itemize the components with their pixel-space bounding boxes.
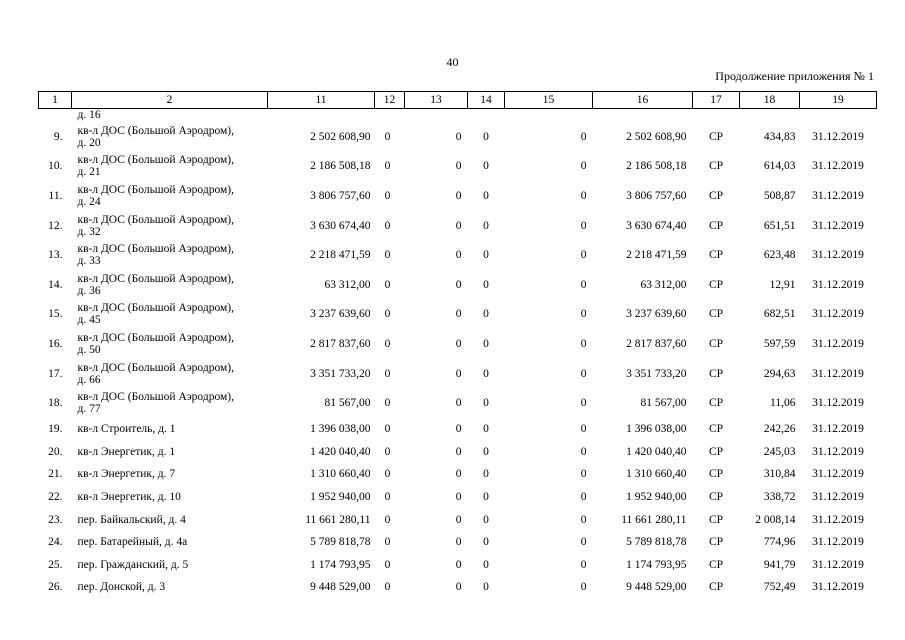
col-16-cell: 1 174 793,95 — [626, 558, 687, 571]
address-line-1: кв-л ДОС (Большой Аэродром), — [77, 302, 234, 315]
table-row — [39, 418, 877, 441]
col-16-cell: 3 351 733,20 — [626, 367, 687, 380]
address-cell — [72, 441, 268, 464]
col-11-cell: 3 806 757,60 — [310, 189, 371, 202]
col-18-cell: 752,49 — [763, 581, 796, 594]
col-13-cell: 0 — [455, 219, 462, 232]
col-17-cell: СР — [708, 308, 724, 321]
col-11-cell: 3 630 674,40 — [310, 219, 371, 232]
col-13-cell: 0 — [455, 445, 462, 458]
col-17-cell: СР — [708, 249, 724, 262]
col-15-cell: 0 — [580, 491, 587, 504]
col-19-cell: 31.12.2019 — [812, 536, 864, 549]
table-row — [39, 486, 877, 509]
col-15-cell: 0 — [580, 160, 587, 173]
col-16-cell: 1 396 038,00 — [626, 423, 687, 436]
address-line-1: кв-л ДОС (Большой Аэродром), — [77, 361, 234, 374]
row-number: 10. — [48, 160, 63, 173]
col-16-cell: 63 312,00 — [640, 278, 687, 291]
table-row — [39, 554, 877, 577]
address-line-1: кв-л ДОС (Большой Аэродром), — [77, 243, 234, 256]
col-19-cell: 31.12.2019 — [812, 491, 864, 504]
col-17-cell: СР — [708, 445, 724, 458]
col-14-cell: 0 — [483, 513, 489, 526]
col-16-cell: 2 817 837,60 — [626, 337, 687, 350]
col-17-cell: СР — [708, 468, 724, 481]
col-14-cell: 0 — [483, 423, 489, 436]
col-15-cell: 0 — [580, 189, 587, 202]
col-19-cell: 31.12.2019 — [812, 397, 864, 410]
col-13-cell: 0 — [455, 337, 462, 350]
col-15-cell: 0 — [580, 558, 587, 571]
address-cell — [72, 152, 268, 182]
address-line-1: пер. Байкальский, д. 4 — [77, 513, 186, 526]
col-19-cell: 31.12.2019 — [812, 581, 864, 594]
col-18-cell: 597,59 — [763, 337, 796, 350]
col-14-cell: 0 — [483, 558, 489, 571]
col-19-cell: 31.12.2019 — [812, 278, 864, 291]
col-11-cell: 2 817 837,60 — [310, 337, 371, 350]
address-line-1: кв-л ДОС (Большой Аэродром), — [77, 154, 234, 167]
address-line-1: пер. Донской, д. 3 — [77, 581, 166, 594]
col-13-cell: 0 — [455, 160, 462, 173]
table-row — [39, 181, 877, 211]
col-14-cell: 0 — [483, 130, 489, 143]
table-row — [39, 441, 877, 464]
table-row — [39, 300, 877, 330]
column-header: 13 — [405, 92, 468, 109]
address-line-1: кв-л ДОС (Большой Аэродром), — [77, 183, 234, 196]
col-18-cell: 434,83 — [763, 130, 796, 143]
address-line-2: д. 33 — [77, 255, 101, 268]
col-11-cell: 3 237 639,60 — [310, 308, 371, 321]
column-header: 12 — [375, 92, 405, 109]
row-number: 12. — [48, 219, 63, 232]
row-number: 13. — [48, 249, 63, 262]
col-18-cell: 508,87 — [763, 189, 796, 202]
col-18-cell: 338,72 — [763, 491, 796, 504]
col-13-cell: 0 — [455, 423, 462, 436]
col-12-cell: 0 — [384, 558, 391, 571]
address-line-2: д. 24 — [77, 195, 101, 208]
col-17-cell: СР — [708, 536, 724, 549]
address-line-2: д. 66 — [77, 373, 101, 386]
col-12-cell: 0 — [384, 445, 391, 458]
col-18-cell: 242,26 — [763, 423, 796, 436]
row-number: 25. — [48, 558, 63, 571]
col-16-cell: 1 952 940,00 — [626, 491, 687, 504]
col-16-cell: 9 448 529,00 — [626, 581, 687, 594]
col-11-cell: 1 420 040,40 — [310, 445, 371, 458]
col-11-cell: 3 351 733,20 — [310, 367, 371, 380]
col-16-cell: 81 567,00 — [640, 397, 687, 410]
col-12-cell: 0 — [384, 189, 391, 202]
col-12-cell: 0 — [384, 367, 391, 380]
col-15-cell: 0 — [580, 581, 587, 594]
col-13-cell: 0 — [455, 130, 462, 143]
address-line-2: д. 21 — [77, 166, 101, 179]
col-19-cell: 31.12.2019 — [812, 308, 864, 321]
row-number: 26. — [48, 581, 63, 594]
col-16-cell: 11 661 280,11 — [621, 513, 687, 526]
column-header: 1 — [39, 92, 72, 109]
col-13-cell: 0 — [455, 468, 462, 481]
address-cell — [72, 531, 268, 554]
col-19-cell: 31.12.2019 — [812, 445, 864, 458]
address-line-1: кв-л ДОС (Большой Аэродром), — [77, 124, 234, 137]
col-13-cell: 0 — [455, 397, 462, 410]
address-line-1: кв-л Энергетик, д. 10 — [77, 491, 181, 504]
continuation-row — [39, 109, 877, 123]
col-16-cell: 1 420 040,40 — [626, 445, 687, 458]
col-12-cell: 0 — [384, 581, 391, 594]
col-19-cell: 31.12.2019 — [812, 367, 864, 380]
row-number: 17. — [48, 367, 63, 380]
address-line-1: кв-л ДОС (Большой Аэродром), — [77, 331, 234, 344]
col-19-cell: 31.12.2019 — [812, 219, 864, 232]
col-15-cell: 0 — [580, 130, 587, 143]
column-header: 11 — [268, 92, 375, 109]
col-14-cell: 0 — [483, 308, 489, 321]
col-14-cell: 0 — [483, 468, 489, 481]
col-13-cell: 0 — [455, 189, 462, 202]
col-17-cell: СР — [708, 130, 724, 143]
address-line-1: кв-л Энергетик, д. 7 — [77, 468, 176, 481]
address-cell — [72, 388, 268, 418]
address-cell — [72, 463, 268, 486]
col-11-cell: 5 789 818,78 — [310, 536, 371, 549]
col-12-cell: 0 — [384, 160, 391, 173]
col-16-cell: 3 237 639,60 — [626, 308, 687, 321]
col-14-cell: 0 — [483, 367, 489, 380]
column-header: 17 — [693, 92, 740, 109]
column-header: 18 — [740, 92, 800, 109]
col-16-cell: 5 789 818,78 — [626, 536, 687, 549]
row-number: 18. — [48, 397, 63, 410]
address-line-1: кв-л ДОС (Большой Аэродром), — [77, 213, 234, 226]
col-19-cell: 31.12.2019 — [812, 130, 864, 143]
col-15-cell: 0 — [580, 397, 587, 410]
col-18-cell: 682,51 — [763, 308, 796, 321]
continuation-text: д. 16 — [77, 109, 101, 121]
address-line-1: пер. Батарейный, д. 4а — [77, 536, 188, 549]
table-row — [39, 329, 877, 359]
col-17-cell: СР — [708, 397, 724, 410]
col-14-cell: 0 — [483, 445, 489, 458]
address-cell — [72, 359, 268, 389]
col-14-cell: 0 — [483, 581, 489, 594]
col-17-cell: СР — [708, 558, 724, 571]
address-line-2: д. 50 — [77, 343, 101, 356]
row-number: 23. — [48, 513, 63, 526]
col-18-cell: 294,63 — [763, 367, 796, 380]
col-11-cell: 63 312,00 — [324, 278, 371, 291]
col-13-cell: 0 — [455, 558, 462, 571]
col-15-cell: 0 — [580, 445, 587, 458]
col-12-cell: 0 — [384, 308, 391, 321]
col-19-cell: 31.12.2019 — [812, 423, 864, 436]
column-header: 15 — [505, 92, 593, 109]
address-cell — [72, 240, 268, 270]
col-15-cell: 0 — [580, 367, 587, 380]
col-13-cell: 0 — [455, 581, 462, 594]
table-row — [39, 240, 877, 270]
col-18-cell: 310,84 — [763, 468, 796, 481]
col-14-cell: 0 — [483, 249, 489, 262]
col-15-cell: 0 — [580, 423, 587, 436]
col-19-cell: 31.12.2019 — [812, 337, 864, 350]
address-line-2: д. 20 — [77, 136, 101, 149]
row-number: 11. — [48, 189, 63, 202]
col-11-cell: 1 174 793,95 — [310, 558, 371, 571]
table-row — [39, 122, 877, 152]
col-13-cell: 0 — [455, 308, 462, 321]
col-18-cell: 12,91 — [769, 278, 796, 291]
col-11-cell: 11 661 280,11 — [305, 513, 371, 526]
col-19-cell: 31.12.2019 — [812, 513, 864, 526]
row-number: 16. — [48, 337, 63, 350]
col-19-cell: 31.12.2019 — [812, 558, 864, 571]
col-11-cell: 1 310 660,40 — [310, 468, 371, 481]
col-12-cell: 0 — [384, 278, 391, 291]
col-18-cell: 774,96 — [763, 536, 796, 549]
column-header: 16 — [593, 92, 693, 109]
address-cell — [72, 554, 268, 577]
col-12-cell: 0 — [384, 337, 391, 350]
col-17-cell: СР — [708, 367, 724, 380]
table-row — [39, 359, 877, 389]
col-12-cell: 0 — [384, 468, 391, 481]
address-cell — [72, 508, 268, 531]
col-17-cell: СР — [708, 581, 724, 594]
col-13-cell: 0 — [455, 513, 462, 526]
address-line-1: кв-л Строитель, д. 1 — [77, 423, 176, 436]
col-12-cell: 0 — [384, 219, 391, 232]
address-line-2: д. 32 — [77, 225, 101, 238]
row-number: 14. — [48, 278, 63, 291]
col-16-cell: 2 218 471,59 — [626, 249, 687, 262]
col-17-cell: СР — [708, 219, 724, 232]
address-cell — [72, 486, 268, 509]
table-body — [39, 109, 877, 599]
col-17-cell: СР — [708, 513, 724, 526]
col-14-cell: 0 — [483, 219, 489, 232]
address-cell — [72, 122, 268, 152]
address-line-2: д. 45 — [77, 314, 101, 327]
page-number: 40 — [446, 55, 459, 69]
col-17-cell: СР — [708, 278, 724, 291]
col-16-cell: 2 186 508,18 — [626, 160, 687, 173]
col-16-cell: 2 502 608,90 — [626, 130, 687, 143]
col-15-cell: 0 — [580, 513, 587, 526]
col-14-cell: 0 — [483, 278, 489, 291]
row-number: 15. — [48, 308, 63, 321]
column-header: 19 — [800, 92, 877, 109]
address-line-1: кв-л ДОС (Большой Аэродром), — [77, 272, 234, 285]
table-row — [39, 576, 877, 599]
col-15-cell: 0 — [580, 249, 587, 262]
address-line-1: кв-л Энергетик, д. 1 — [77, 445, 176, 458]
col-18-cell: 941,79 — [763, 558, 796, 571]
address-cell — [72, 300, 268, 330]
col-12-cell: 0 — [384, 397, 391, 410]
col-18-cell: 11,06 — [770, 397, 796, 410]
table-row — [39, 463, 877, 486]
table-row — [39, 508, 877, 531]
col-13-cell: 0 — [455, 491, 462, 504]
col-15-cell: 0 — [580, 536, 587, 549]
col-12-cell: 0 — [384, 249, 391, 262]
row-number: 24. — [48, 536, 63, 549]
col-17-cell: СР — [708, 189, 724, 202]
col-17-cell: СР — [708, 337, 724, 350]
col-18-cell: 651,51 — [763, 219, 796, 232]
col-12-cell: 0 — [384, 491, 391, 504]
col-11-cell: 2 502 608,90 — [310, 130, 371, 143]
data-table — [38, 91, 877, 599]
col-19-cell: 31.12.2019 — [812, 468, 864, 481]
col-12-cell: 0 — [384, 513, 391, 526]
row-number: 19. — [48, 423, 63, 436]
col-18-cell: 614,03 — [763, 160, 796, 173]
col-15-cell: 0 — [580, 337, 587, 350]
table-row — [39, 270, 877, 300]
row-number: 21. — [48, 468, 63, 481]
col-18-cell: 245,03 — [763, 445, 796, 458]
col-12-cell: 0 — [384, 423, 391, 436]
table-row — [39, 531, 877, 554]
address-cell — [72, 418, 268, 441]
address-cell — [72, 329, 268, 359]
col-18-cell: 2 008,14 — [755, 513, 796, 526]
col-11-cell: 2 218 471,59 — [310, 249, 371, 262]
col-17-cell: СР — [708, 491, 724, 504]
appendix-continuation-note: Продолжение приложения № 1 — [715, 69, 874, 83]
address-cell — [72, 576, 268, 599]
col-15-cell: 0 — [580, 308, 587, 321]
col-12-cell: 0 — [384, 130, 391, 143]
col-13-cell: 0 — [455, 249, 462, 262]
col-14-cell: 0 — [483, 189, 489, 202]
col-14-cell: 0 — [483, 536, 489, 549]
col-14-cell: 0 — [483, 491, 489, 504]
column-header: 14 — [468, 92, 505, 109]
col-11-cell: 1 396 038,00 — [310, 423, 371, 436]
col-19-cell: 31.12.2019 — [812, 189, 864, 202]
col-17-cell: СР — [708, 423, 724, 436]
col-16-cell: 3 806 757,60 — [626, 189, 687, 202]
table-header-row — [39, 92, 877, 109]
row-number: 22. — [48, 491, 63, 504]
table-row — [39, 211, 877, 241]
table-row — [39, 388, 877, 418]
col-11-cell: 81 567,00 — [324, 397, 371, 410]
col-11-cell: 1 952 940,00 — [310, 491, 371, 504]
col-11-cell: 2 186 508,18 — [310, 160, 371, 173]
col-18-cell: 623,48 — [763, 249, 796, 262]
col-15-cell: 0 — [580, 468, 587, 481]
col-14-cell: 0 — [483, 397, 489, 410]
col-13-cell: 0 — [455, 536, 462, 549]
address-cell — [72, 270, 268, 300]
col-13-cell: 0 — [455, 278, 462, 291]
address-line-2: д. 77 — [77, 403, 101, 416]
row-number: 9. — [53, 130, 63, 143]
col-19-cell: 31.12.2019 — [812, 160, 864, 173]
col-13-cell: 0 — [455, 367, 462, 380]
address-line-1: пер. Гражданский, д. 5 — [77, 558, 189, 571]
col-15-cell: 0 — [580, 278, 587, 291]
table-row — [39, 152, 877, 182]
address-cell — [72, 181, 268, 211]
col-11-cell: 9 448 529,00 — [310, 581, 371, 594]
col-16-cell: 1 310 660,40 — [626, 468, 687, 481]
address-cell — [72, 211, 268, 241]
col-14-cell: 0 — [483, 337, 489, 350]
row-number: 20. — [48, 445, 63, 458]
address-line-1: кв-л ДОС (Большой Аэродром), — [77, 391, 234, 404]
col-12-cell: 0 — [384, 536, 391, 549]
col-14-cell: 0 — [483, 160, 489, 173]
address-line-2: д. 36 — [77, 284, 101, 297]
col-16-cell: 3 630 674,40 — [626, 219, 687, 232]
col-15-cell: 0 — [580, 219, 587, 232]
col-19-cell: 31.12.2019 — [812, 249, 864, 262]
column-header: 2 — [72, 92, 268, 109]
col-17-cell: СР — [708, 160, 724, 173]
